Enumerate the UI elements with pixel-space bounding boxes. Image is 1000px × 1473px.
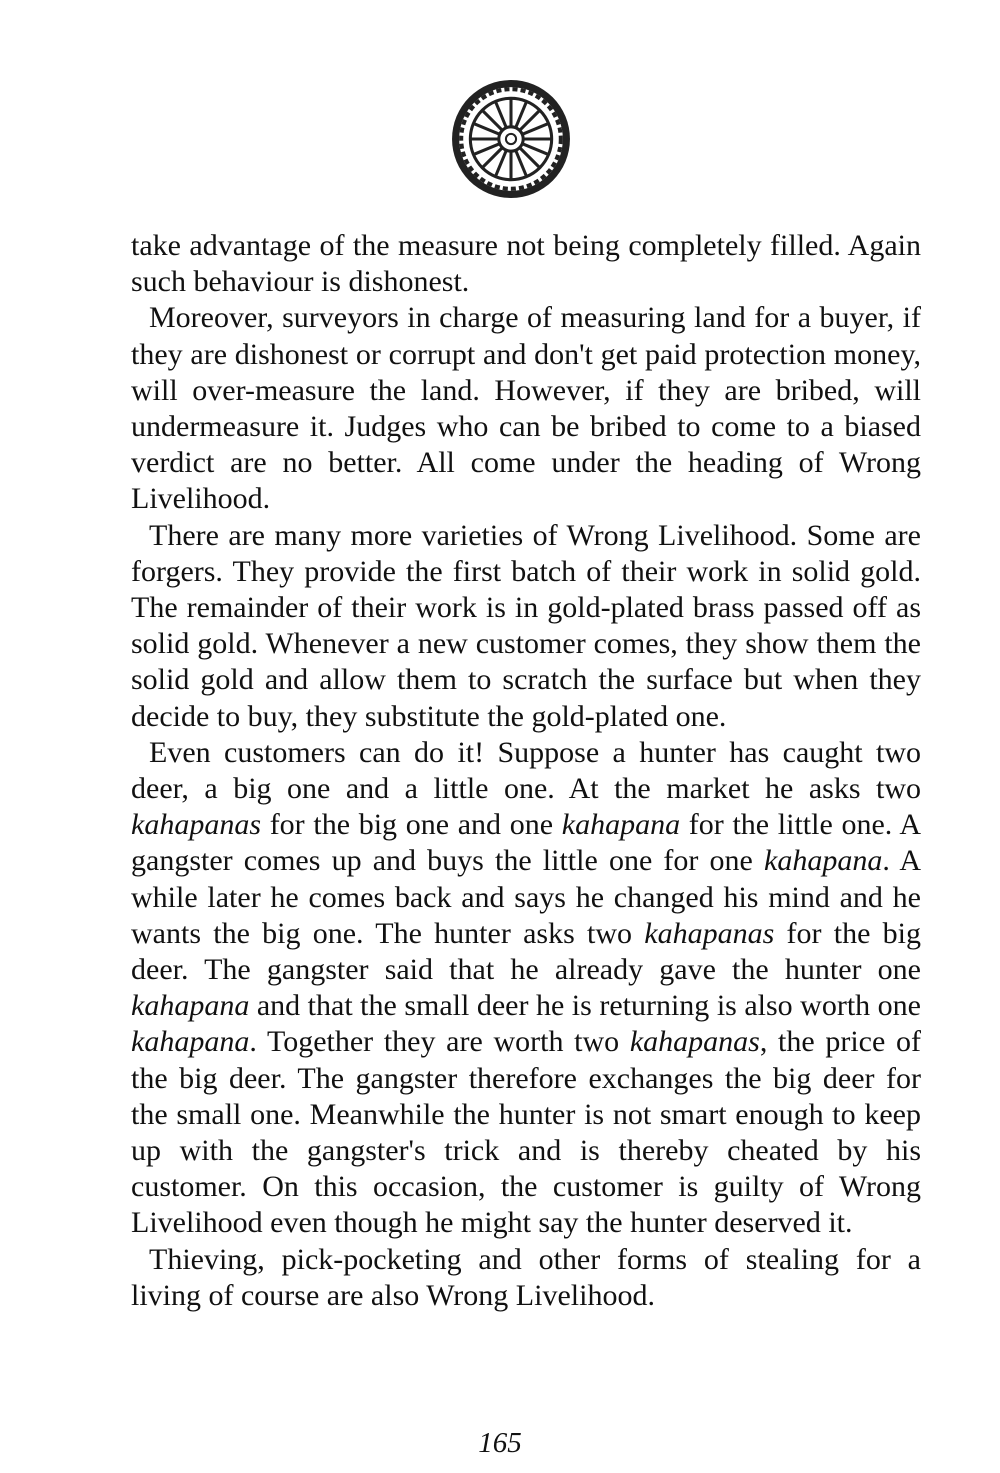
paragraph: take advantage of the measure not being completely filled. Again such behaviour is dishonest.	[131, 229, 921, 299]
page-number: 165	[478, 1427, 522, 1459]
paragraph: Thieving, pick-pocketing and other forms of stealing for a living of course are also Wrong Livelihood.	[131, 1242, 921, 1312]
dharma-wheel-icon	[450, 78, 572, 200]
body-text	[131, 228, 921, 1314]
paragraph: Even customers can do it! Suppose a hunter has caught two deer, a big one and a little one. At the market he asks two kahapanas for the big one and one kahapana for the little one. A gangster comes up and buys the little one for one kahapana. A while later he comes back and says he changed his mind and he wants the big one. The hunter asks two kahapanas for the big deer. The gangster said that he already gave the hunter one kahapana and that the small deer he is returning is also worth one kahapana. Together they are worth two kahapanas, the price of the big deer. The gangster therefore exchanges the big deer for the small one. Meanwhile the hunter is not smart enough to keep up with the gangster's trick and is thereby cheated by his customer. On this occasion, the customer is guilty of Wrong Livelihood even though he might say the hunter deserved it.	[131, 735, 922, 1240]
paragraph: Moreover, surveyors in charge of measuring land for a buyer, if they are dishonest or corrupt and don't get paid protection money, will over-measure the land. However, if they are bribed, will undermeasure it. Judges who can be bribed to come to a biased verdict are no better. All come under the heading of Wrong Livelihood.	[131, 301, 921, 516]
paragraph: There are many more varieties of Wrong Livelihood. Some are forgers. They provide the first batch of their work in solid gold. The remainder of their work is in gold-plated brass passed off as solid gold. Whenever a new customer comes, they show them the solid gold and allow them to scratch the surface but when they decide to buy, they substitute the gold-plated one.	[131, 518, 921, 733]
